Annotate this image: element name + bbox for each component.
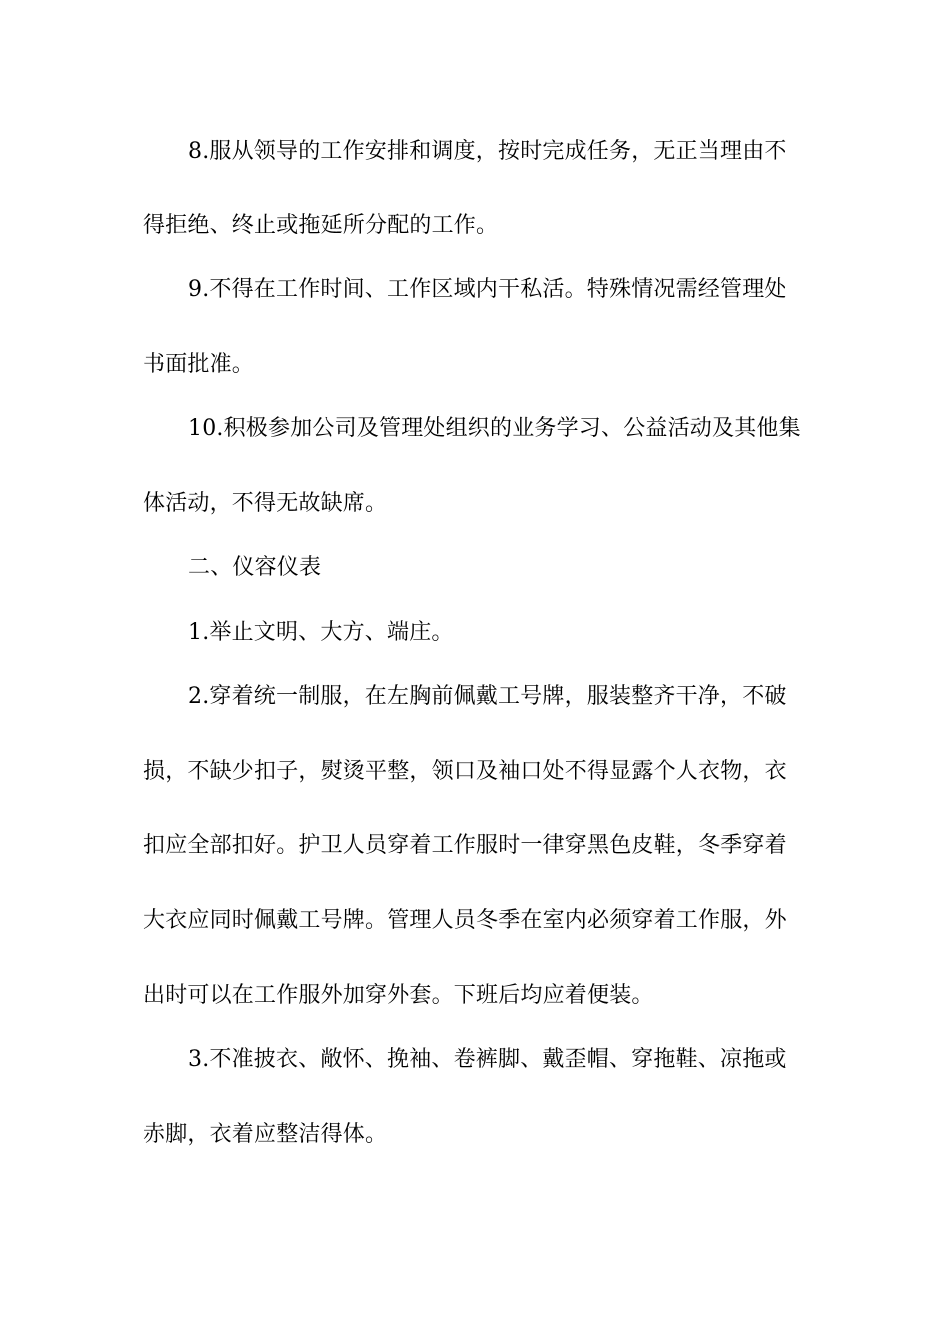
paragraph-9-line-1: 9.不得在工作时间、工作区域内干私活。特殊情况需经管理处 xyxy=(188,277,787,302)
paragraph-10-line-2: 体活动，不得无故缺席。 xyxy=(143,491,388,516)
paragraph-8-line-2: 得拒绝、终止或拖延所分配的工作。 xyxy=(143,213,499,238)
appearance-item-1: 1.举止文明、大方、端庄。 xyxy=(188,620,454,645)
appearance-item-2-line-5: 出时可以在工作服外加穿外套。下班后均应着便装。 xyxy=(143,983,654,1008)
appearance-item-3-line-1: 3.不准披衣、敞怀、挽袖、卷裤脚、戴歪帽、穿拖鞋、凉拖或 xyxy=(188,1047,787,1072)
section-heading-appearance: 二、仪容仪表 xyxy=(188,555,322,580)
appearance-item-2-line-3: 扣应全部扣好。护卫人员穿着工作服时一律穿黑色皮鞋，冬季穿着 xyxy=(143,833,787,858)
paragraph-8-line-1: 8.服从领导的工作安排和调度，按时完成任务，无正当理由不 xyxy=(188,139,787,164)
appearance-item-2-line-4: 大衣应同时佩戴工号牌。管理人员冬季在室内必须穿着工作服，外 xyxy=(143,908,787,933)
paragraph-9-line-2: 书面批准。 xyxy=(143,352,255,377)
appearance-item-3-line-2: 赤脚，衣着应整洁得体。 xyxy=(143,1122,388,1147)
appearance-item-2-line-1: 2.穿着统一制服，在左胸前佩戴工号牌，服装整齐干净，不破 xyxy=(188,684,787,709)
paragraph-10-line-1: 10.积极参加公司及管理处组织的业务学习、公益活动及其他集 xyxy=(188,416,801,441)
appearance-item-2-line-2: 损，不缺少扣子，熨烫平整，领口及袖口处不得显露个人衣物，衣 xyxy=(143,759,787,784)
